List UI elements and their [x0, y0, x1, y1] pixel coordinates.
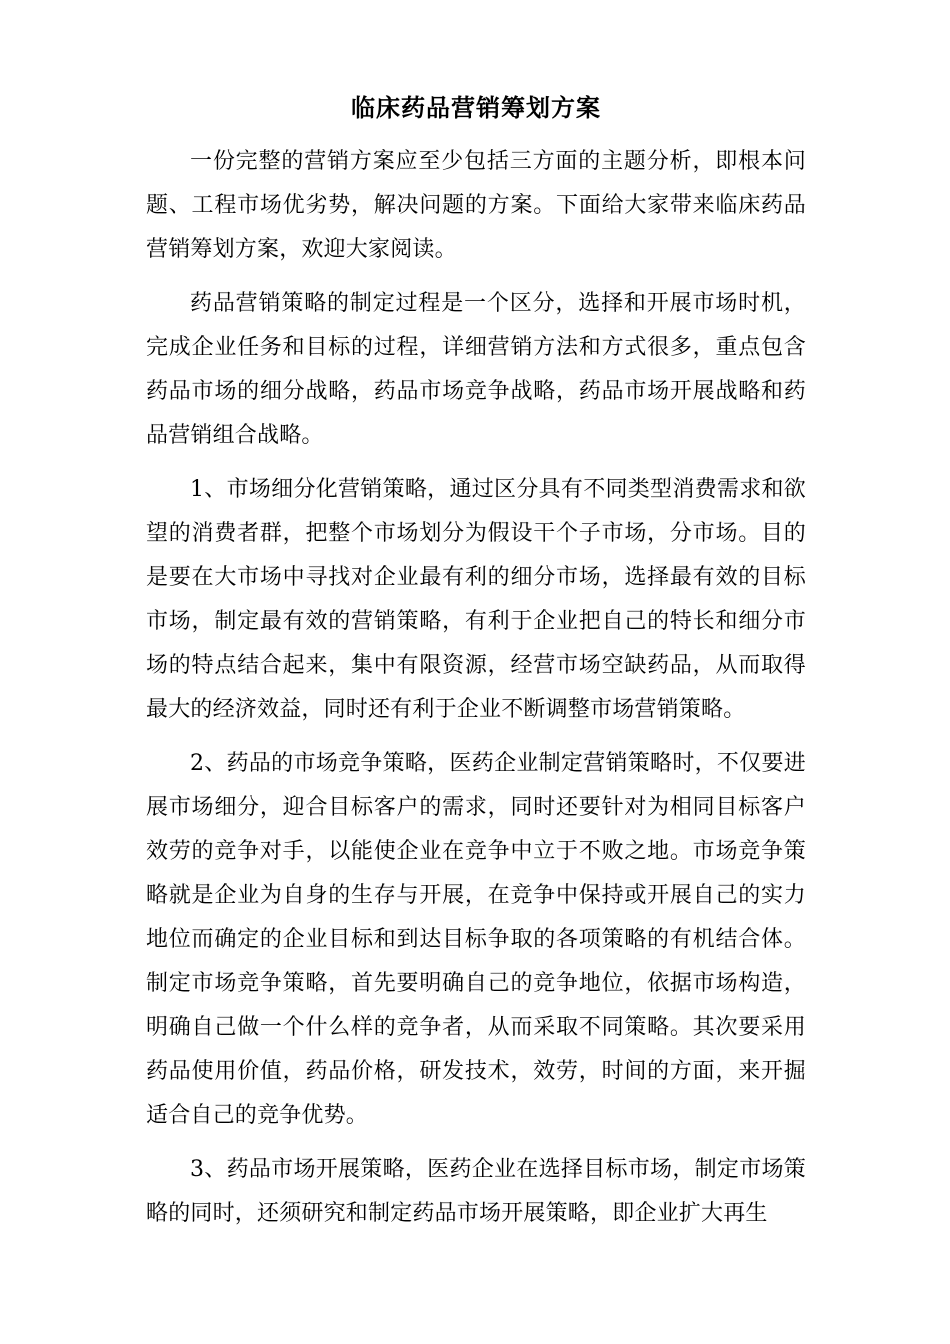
document-page — [146, 88, 806, 1246]
paragraph-development: 3、药品市场开展策略，医药企业在选择目标市场，制定市场策略的同时，还须研究和制定药品市场开展策略，即企业扩大再生 — [146, 1157, 806, 1226]
paragraph-competition: 2、药品的市场竞争策略，医药企业制定营销策略时，不仅要进展市场细分，迎合目标客户的需求，同时还要针对为相同目标客户效劳的竞争对手，以能使企业在竞争中立于不败之地。市场竞争策略就是企业为自身的生存与开展，在竞争中保持或开展自己的实力地位而确定的企业目标和到达目标争取的各项策略的有机结合体。制定市场竞争策略，首先要明确自己的竞争地位，依据市场构造，明确自己做一个什么样的竞争者，从而采取不同策略。其次要采用药品使用价值，药品价格，研发技术，效劳，时间的方面，来开掘适合自己的竞争优势。 — [146, 751, 806, 1128]
paragraph-strategy-overview: 药品营销策略的制定过程是一个区分，选择和开展市场时机，完成企业任务和目标的过程，详细营销方法和方式很多，重点包含药品市场的细分战略，药品市场竞争战略，药品市场开展战略和药品营销组合战略。 — [146, 291, 806, 448]
paragraph-segmentation: 1、市场细分化营销策略，通过区分具有不同类型消费需求和欲望的消费者群，把整个市场划分为假设干个子市场，分市场。目的是要在大市场中寻找对企业最有利的细分市场，选择最有效的目标市场，制定最有效的营销策略，有利于企业把自己的特长和细分市场的特点结合起来，集中有限资源，经营市场空缺药品，从而取得最大的经济效益，同时还有利于企业不断调整市场营销策略。 — [146, 477, 806, 722]
document-title: 临床药品营销筹划方案 — [351, 93, 601, 122]
paragraph-intro: 一份完整的营销方案应至少包括三方面的主题分析，即根本问题、工程市场优劣势，解决问题的方案。下面给大家带来临床药品营销筹划方案，欢迎大家阅读。 — [146, 149, 806, 262]
